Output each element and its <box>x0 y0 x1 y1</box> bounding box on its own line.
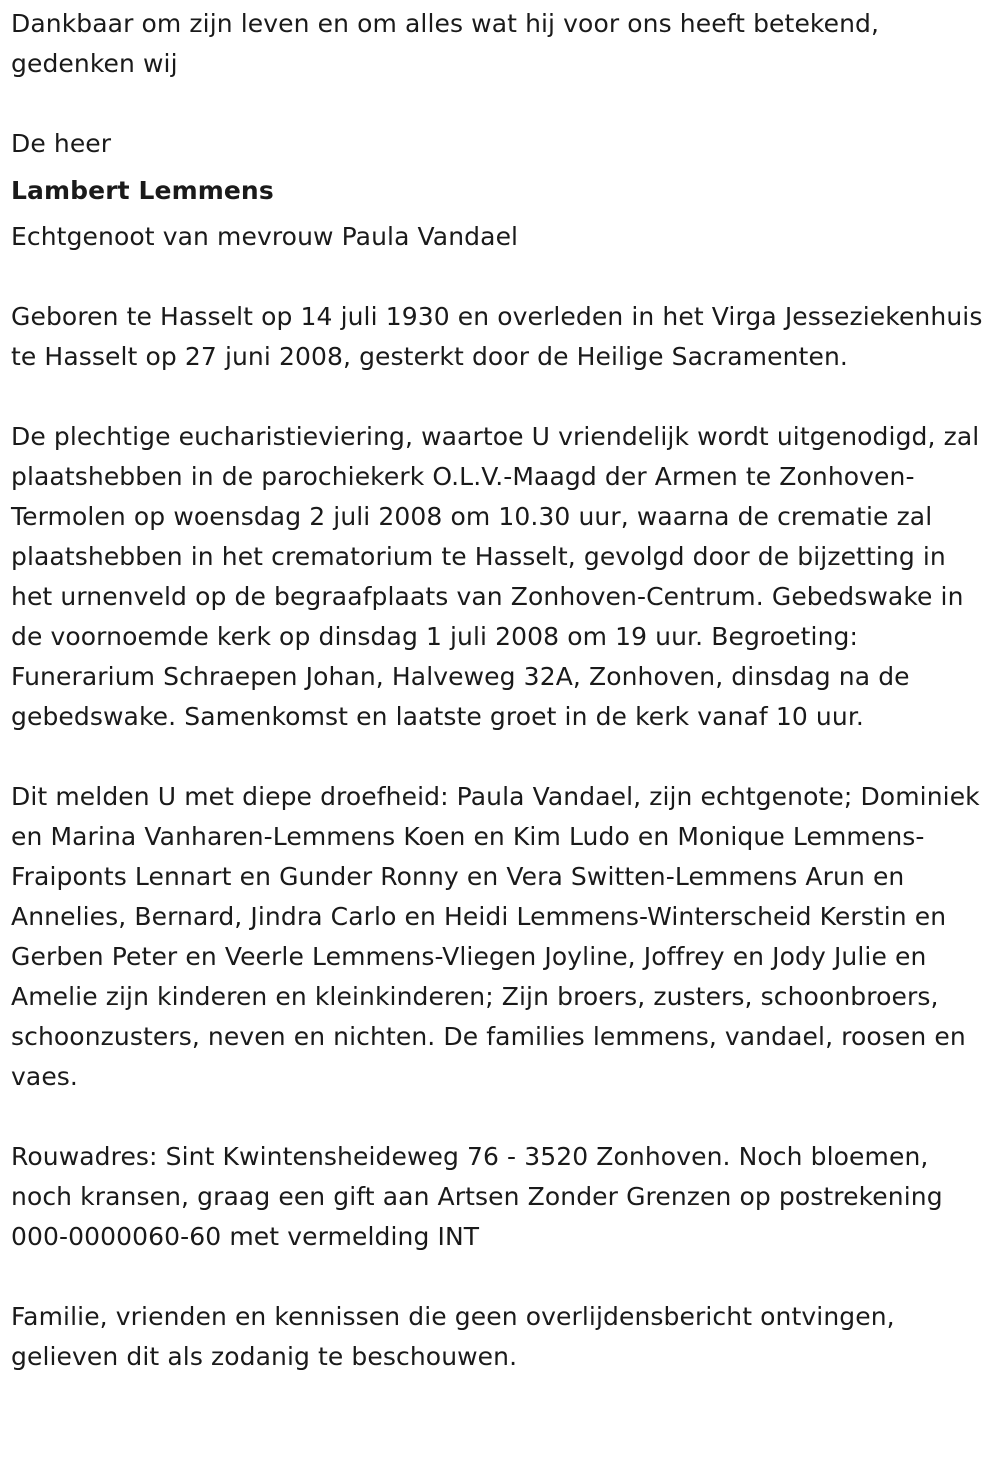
obituary-notice <box>11 4 993 1377</box>
salutation: De heer <box>11 129 112 158</box>
family-paragraph: Dit melden U met diepe droefheid: Paula Vandael, zijn echtgenote; Dominiek en Marina Vanharen-Lemmens Koen en Kim Ludo en Monique Lemmens-Fraiponts Lennart en Gunder Ronny en Vera Switten-Lemmens Arun en Annelies, Bernard, Jindra Carlo en Heidi Lemmens-Winterscheid Kerstin en Gerben Peter en Veerle Lemmens-Vliegen Joyline, Joffrey en Jody Julie en Amelie zijn kinderen en kleinkinderen; Zijn broers, zusters, schoonbroers, schoonzusters, neven en nichten. De families lemmens, vandael, roosen en vaes. <box>11 782 980 1091</box>
ceremony-paragraph: De plechtige eucharistieviering, waartoe U vriendelijk wordt uitgenodigd, zal plaatshebben in de parochiekerk O.L.V.-Maagd der Armen te Zonhoven-Termolen op woensdag 2 juli 2008 om 10.30 uur, waarna de crematie zal plaatshebben in het crematorium te Hasselt, gevolgd door de bijzetting in het urnenveld op de begraafplaats van Zonhoven-Centrum. Gebedswake in de voornoemde kerk op dinsdag 1 juli 2008 om 19 uur. Begroeting: Funerarium Schraepen Johan, Halveweg 32A, Zonhoven, dinsdag na de gebedswake. Samenkomst en laatste groet in de kerk vanaf 10 uur. <box>11 422 980 731</box>
spacer <box>11 377 993 417</box>
spacer <box>11 84 993 124</box>
spacer <box>11 1097 993 1137</box>
spouse-line: Echtgenoot van mevrouw Paula Vandael <box>11 222 519 251</box>
birth-death-paragraph: Geboren te Hasselt op 14 juli 1930 en overleden in het Virga Jesseziekenhuis te Hasselt op 27 juni 2008, gesterkt door de Heilige Sacramenten. <box>11 302 983 371</box>
spacer <box>11 257 993 297</box>
closing-paragraph: Familie, vrienden en kennissen die geen overlijdensbericht ontvingen, gelieven dit als zodanig te beschouwen. <box>11 1302 895 1371</box>
spacer <box>11 737 993 777</box>
spacer <box>11 1257 993 1297</box>
address-paragraph: Rouwadres: Sint Kwintensheideweg 76 - 3520 Zonhoven. Noch bloemen, noch kransen, graag een gift aan Artsen Zonder Grenzen op postrekening 000-0000060-60 met vermelding INT <box>11 1142 943 1251</box>
intro-text: Dankbaar om zijn leven en om alles wat hij voor ons heeft betekend, gedenken wij <box>11 9 880 78</box>
deceased-name: Lambert Lemmens <box>11 176 274 205</box>
